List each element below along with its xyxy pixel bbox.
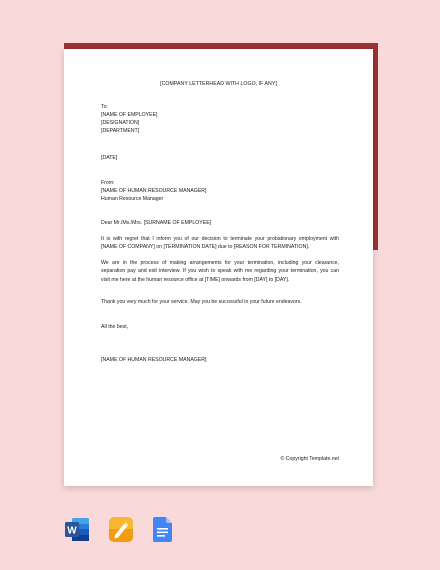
recipient-designation: [DESIGNATION] [101,120,140,126]
paragraph-1-line-2: [NAME OF COMPANY] on [TERMINATION DATE] due to [REASON FOR TERMINATION]. [101,244,310,251]
microsoft-word-icon[interactable] [64,516,88,543]
paragraph-1 [101,235,339,252]
recipient-name: [NAME OF EMPLOYEE] [101,112,158,118]
from-label: From: [101,180,115,186]
paragraph-2 [101,259,339,284]
sender-name: [NAME OF HUMAN RESOURCE MANAGER] [101,188,207,194]
paragraph-2-line-2: separation pay and exit interview. If you wish to speak with me regarding your termination, you can [101,268,339,275]
apple-pages-icon[interactable] [108,516,132,543]
letter-date: [DATE] [101,155,118,161]
word-letter: W [67,525,77,537]
salutation: Dear Mr./Ms./Mrs. [SURNAME OF EMPLOYEE] [101,220,212,226]
paragraph-1-line-1: It is with regret that I inform you of our decision to terminate your probationary employment with [101,236,339,242]
copyright: © Copyright Template.net [280,456,339,462]
to-label: To: [101,104,108,110]
sender-title: Human Resource Manager [101,196,164,202]
recipient-department: [DEPARTMENT] [101,128,140,134]
app-icons [64,516,176,543]
signature-name: [NAME OF HUMAN RESOURCE MANAGER] [101,357,207,363]
letter-page [64,49,373,486]
google-docs-icon[interactable] [152,516,176,543]
closing: All the best, [101,324,129,330]
letterhead: [COMPANY LETTERHEAD WITH LOGO, IF ANY] [160,81,277,87]
paragraph-3: Thank you very much for your service. May you be successful in your future endeavors. [101,299,302,305]
paragraph-2-line-3: visit me here at the human resource office at [TIME] onwards from [DAY] to [DAY]. [101,276,290,283]
paragraph-2-line-1: We are in the process of making arrangements for your termination, including your clearance, [101,260,339,266]
